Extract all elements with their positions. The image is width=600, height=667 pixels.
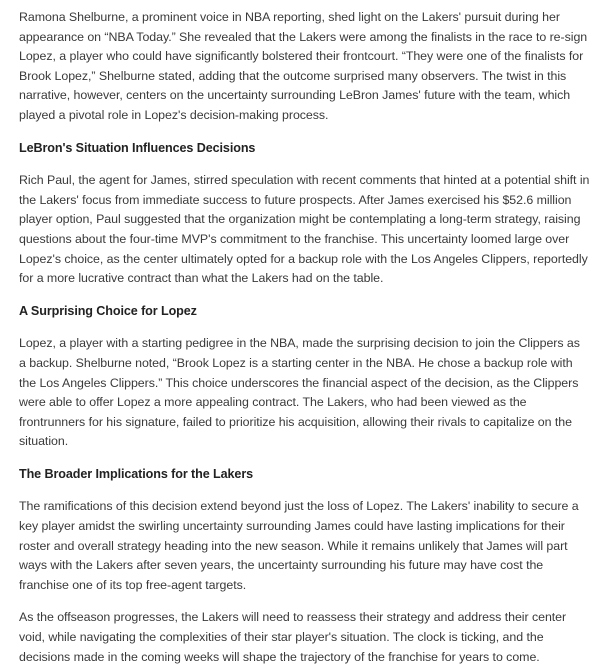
paragraph-surprising-choice: Lopez, a player with a starting pedigree in the NBA, made the surprising decision to join the Clippers as a backup. Shelburne noted, “Brook Lopez is a starting center in the NBA. He chose a backup role with the Los Angeles Clippers.” This choice underscores the financial aspect of the decision, as the Clippers were able to offer Lopez a more appealing contract. The Lakers, who had been viewed as the frontrunners for his signature, failed to prioritize his acquisition, allowing their rivals to capitalize on the situation. [19,336,580,449]
section-heading-lebron-situation: LeBron's Situation Influences Decisions [19,140,256,155]
section-heading-surprising-choice: A Surprising Choice for Lopez [19,303,197,318]
paragraph-broader-implications: The ramifications of this decision extend beyond just the loss of Lopez. The Lakers' inability to secure a key player amidst the swirling uncertainty surrounding James could have lasting implications for their roster and overall strategy heading into the new season. While it remains unlikely that James will part ways with the Lakers after seven years, the uncertainty surrounding his future may have cost the franchise one of its top free-agent targets. [19,499,579,592]
paragraph-lebron-situation: Rich Paul, the agent for James, stirred speculation with recent comments that hinted at a potential shift in the Lakers' focus from immediate success to future prospects. After James exercised his $52.6 million player option, Paul suggested that the organization might be contemplating a long-term strategy, raising questions about the four-time MVP's commitment to the franchise. This uncertainty loomed large over Lopez's choice, as the center ultimately opted for a backup role with the Los Angeles Clippers, reportedly for a more lucrative contract than what the Lakers had on the table. [19,173,590,286]
paragraph-offseason-outlook: As the offseason progresses, the Lakers will need to reassess their strategy and address their center void, while navigating the complexities of their star player's situation. The clock is ticking, and the decisions made in the coming weeks will shape the trajectory of the franchise for years to come. [19,610,567,664]
intro-paragraph: Ramona Shelburne, a prominent voice in NBA reporting, shed light on the Lakers' pursuit during her appearance on “NBA Today.” She revealed that the Lakers were among the finalists in the race to re-sign Lopez, a player who could have significantly bolstered their frontcourt. “They were one of the finalists for Brook Lopez,” Shelburne stated, adding that the outcome surprised many observers. The twist in this narrative, however, centers on the uncertainty surrounding LeBron James' future with the team, which played a pivotal role in Lopez's decision-making process. [19,10,588,122]
section-heading-broader-implications: The Broader Implications for the Lakers [19,466,254,481]
